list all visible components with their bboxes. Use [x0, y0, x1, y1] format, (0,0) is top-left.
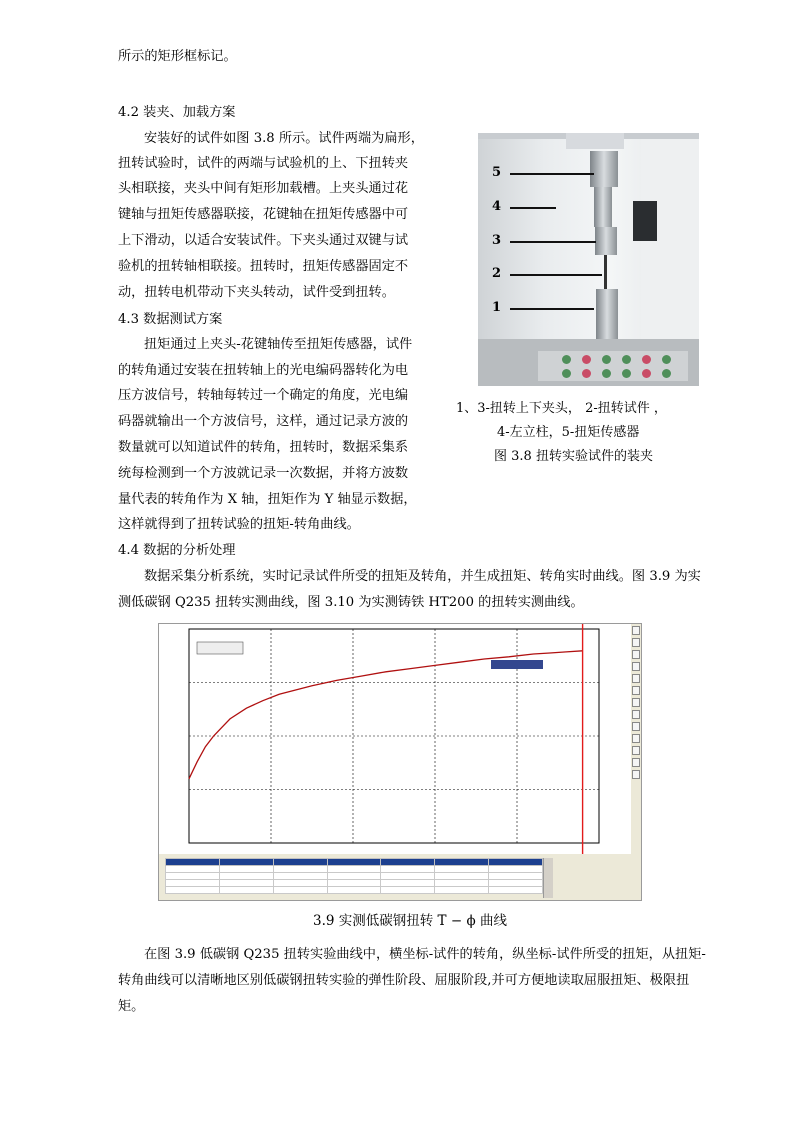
- table-cell: [381, 887, 435, 894]
- table-cell: [327, 873, 381, 880]
- table-row[interactable]: [166, 887, 543, 894]
- readout-box: [197, 642, 243, 654]
- column-header: [435, 859, 489, 866]
- torque-angle-chart: [159, 624, 631, 854]
- figure-3-8-caption-line2: 4-左立柱，5-扭矩传感器: [497, 425, 640, 440]
- table-cell: [435, 873, 489, 880]
- tool-button[interactable]: [632, 650, 640, 659]
- table-cell: [435, 866, 489, 873]
- table-cell: [166, 866, 220, 873]
- heading-4-3: 4.3 数据测试方案: [118, 312, 223, 327]
- column-header: [273, 859, 327, 866]
- table-row[interactable]: [166, 866, 543, 873]
- paragraph-4-4-line2: 测低碳钢 Q235 扭转实测曲线，图 3.10 为实测铸铁 HT200 的扭转实测曲线。: [118, 595, 584, 610]
- data-acquisition-window: [158, 623, 642, 901]
- callout-pointer: [510, 241, 596, 243]
- text-line: 码器就输出一个方波信号，这样，通过记录方波的: [118, 414, 409, 429]
- value-badge: [491, 660, 543, 669]
- tool-button[interactable]: [632, 710, 640, 719]
- figure-3-9-caption: 3.9 实测低碳钢扭转 T − ϕ 曲线: [313, 913, 507, 929]
- table-cell: [273, 887, 327, 894]
- callout-pointer: [510, 173, 594, 175]
- tool-button[interactable]: [632, 746, 640, 755]
- column-header: [166, 859, 220, 866]
- paragraph-bottom-line1: 在图 3.9 低碳钢 Q235 扭转实验曲线中，横坐标-试件的转角，纵坐标-试件所受的扭矩，从扭矩-: [144, 947, 706, 962]
- table-cell: [219, 866, 273, 873]
- table-row[interactable]: [166, 880, 543, 887]
- text-line: 键轴与扭矩传感器联接，花键轴在扭矩传感器中可: [118, 207, 409, 222]
- table-cell: [381, 880, 435, 887]
- column-header: [327, 859, 381, 866]
- figure-3-8-caption-line1: 1、3-扭转上下夹头， 2-扭转试件 ，: [456, 401, 667, 416]
- table-cell: [166, 880, 220, 887]
- table-cell: [381, 866, 435, 873]
- table-cell: [219, 880, 273, 887]
- callout-label-1: 1: [492, 300, 502, 315]
- table-cell: [327, 887, 381, 894]
- table-cell: [435, 887, 489, 894]
- tool-button[interactable]: [632, 686, 640, 695]
- table-header-row: [166, 859, 543, 866]
- table-cell: [219, 887, 273, 894]
- table-scrollbar[interactable]: [543, 858, 553, 898]
- text-line: 安装好的试件如图 3.8 所示。试件两端为扁形，: [144, 131, 424, 146]
- table-cell: [166, 887, 220, 894]
- table-cell: [435, 880, 489, 887]
- tool-button[interactable]: [632, 734, 640, 743]
- chart-toolbar: [632, 626, 642, 782]
- text-line: 扭矩通过上夹头-花键轴传至扭矩传感器，试件: [144, 337, 413, 352]
- data-grid: [165, 858, 543, 894]
- tool-button[interactable]: [632, 638, 640, 647]
- text-line: 上下滑动，以适合安装试件。下夹头通过双键与试: [118, 233, 409, 248]
- table-cell: [489, 887, 543, 894]
- text-line: 统每检测到一个方波就记录一次数据，并将方波数: [118, 466, 409, 481]
- figure-3-8-title: 图 3.8 扭转实验试件的装夹: [494, 449, 653, 464]
- text-line: 动，扭转电机带动下夹头转动，试件受到扭转。: [118, 285, 395, 300]
- column-header: [381, 859, 435, 866]
- table-cell: [489, 880, 543, 887]
- column-header: [489, 859, 543, 866]
- text-line: 扭转试验时，试件的两端与试验机的上、下扭转夹: [118, 156, 409, 171]
- callout-label-3: 3: [492, 233, 502, 248]
- table-cell: [381, 873, 435, 880]
- text-line: 头相联接，夹头中间有矩形加载槽。上夹头通过花: [118, 181, 409, 196]
- testing-machine-photo: [478, 133, 699, 386]
- table-cell: [166, 873, 220, 880]
- callout-label-4: 4: [492, 199, 502, 214]
- table-cell: [489, 866, 543, 873]
- callout-pointer: [510, 308, 594, 310]
- table-cell: [273, 880, 327, 887]
- text-line: 压方波信号，转轴每转过一个确定的角度，光电编: [118, 388, 409, 403]
- table-cell: [327, 880, 381, 887]
- text-line: 这样就得到了扭转试验的扭矩-转角曲线。: [118, 517, 360, 532]
- table-row[interactable]: [166, 873, 543, 880]
- text-line: 验机的扭转轴相联接。扭转时，扭矩传感器固定不: [118, 259, 409, 274]
- text-line: 的转角通过安装在扭转轴上的光电编码器转化为电: [118, 363, 409, 378]
- table-cell: [327, 866, 381, 873]
- callout-pointer: [510, 207, 556, 209]
- paragraph-top: 所示的矩形框标记。: [118, 49, 237, 64]
- callout-label-2: 2: [492, 266, 502, 281]
- table-cell: [489, 873, 543, 880]
- tool-button[interactable]: [632, 674, 640, 683]
- paragraph-bottom-line2: 转角曲线可以清晰地区别低碳钢扭转实验的弹性阶段、屈服阶段,并可方便地读取屈服扭矩、极限扭: [118, 973, 690, 988]
- tool-button[interactable]: [632, 662, 640, 671]
- paragraph-4-4-line1: 数据采集分析系统，实时记录试件所受的扭矩及转角，并生成扭矩、转角实时曲线。图 3.9 为实: [144, 569, 701, 584]
- callout-label-5: 5: [492, 165, 502, 180]
- tool-button[interactable]: [632, 770, 640, 779]
- callout-pointer: [510, 274, 602, 276]
- heading-4-4: 4.4 数据的分析处理: [118, 543, 236, 558]
- table-cell: [273, 866, 327, 873]
- column-header: [219, 859, 273, 866]
- table-cell: [219, 873, 273, 880]
- text-line: 数量就可以知道试件的转角，扭转时，数据采集系: [118, 440, 409, 455]
- tool-button[interactable]: [632, 758, 640, 767]
- heading-4-2: 4.2 装夹、加载方案: [118, 105, 236, 120]
- tool-button[interactable]: [632, 626, 640, 635]
- text-line: 量代表的转角作为 X 轴，扭矩作为 Y 轴显示数据，: [118, 492, 417, 507]
- tool-button[interactable]: [632, 722, 640, 731]
- tool-button[interactable]: [632, 698, 640, 707]
- paragraph-bottom-line3: 矩。: [118, 999, 145, 1014]
- table-cell: [273, 873, 327, 880]
